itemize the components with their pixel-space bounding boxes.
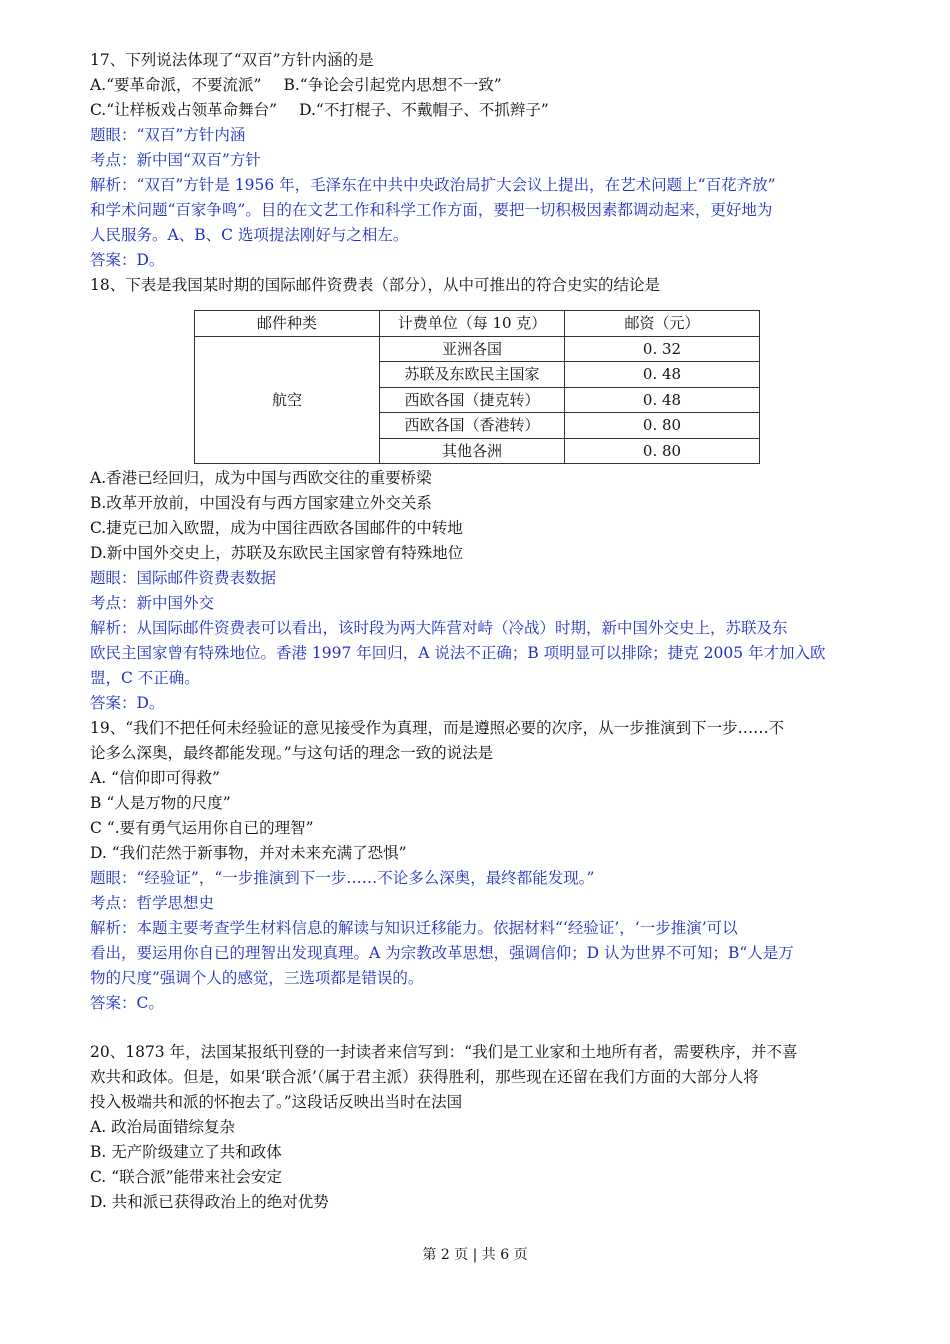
question-20-stem-line-3: 投入极端共和派的怀抱去了。”这段话反映出当时在法国 xyxy=(90,1093,463,1111)
question-17-stem: 17、下列说法体现了“双百”方针内涵的是 xyxy=(90,51,374,69)
question-19-kaodian: 考点：哲学思想史 xyxy=(90,894,215,912)
question-18-answer: 答案：D。 xyxy=(90,694,165,712)
question-19-stem-line-2: 论多么深奥，最终都能发现。”与这句话的理念一致的说法是 xyxy=(90,744,494,762)
question-18-jiexi-line-3: 盟，C 不正确。 xyxy=(90,669,200,687)
question-20-option-b: B. 无产阶级建立了共和政体 xyxy=(90,1143,282,1161)
question-17-options-cd xyxy=(90,98,870,123)
table-region-cell: 西欧各国（捷克转） xyxy=(380,387,565,413)
question-19-timian: 题眼：“经验证”，“一步推演到下一步……不论多么深奥，最终都能发现。” xyxy=(90,869,595,887)
question-18-kaodian: 考点：新中国外交 xyxy=(90,594,215,612)
table-fee-cell: 0. 80 xyxy=(565,438,760,464)
postage-fee-table xyxy=(194,310,760,464)
question-18-option-b: B.改革开放前，中国没有与西方国家建立外交关系 xyxy=(90,494,432,512)
question-19-option-c: C “.要有勇气运用你自已的理智” xyxy=(90,819,314,837)
table-header-cell: 计费单位（每 10 克） xyxy=(380,311,565,337)
question-20-stem-line-2: 欢共和政体。但是，如果‘联合派’（属于君主派）获得胜利，那些现在还留在我们方面的大部分人将 xyxy=(90,1068,759,1086)
question-20-stem-line-1: 20、1873 年，法国某报纸刊登的一封读者来信写到：“我们是工业家和土地所有者，需要秩序，并不喜 xyxy=(90,1043,798,1061)
question-17-option-c: C.“让样板戏占领革命舞台” xyxy=(90,101,278,119)
question-20 xyxy=(90,1040,870,1215)
question-19-jiexi-line-3: 物的尺度”强调个人的感觉，三选项都是错误的。 xyxy=(90,969,424,987)
table-header-cell: 邮资（元） xyxy=(565,311,760,337)
table-fee-cell: 0. 80 xyxy=(565,413,760,439)
question-18-jiexi-line-2: 欧民主国家曾有特殊地位。香港 1997 年回归，A 说法不正确；B 项明显可以排除；捷克 2005 年才加入欧 xyxy=(90,644,826,662)
question-19-answer: 答案：C。 xyxy=(90,994,164,1012)
question-19-option-a: A. “信仰即可得救” xyxy=(90,769,220,787)
question-20-option-c: C. “联合派”能带来社会安定 xyxy=(90,1168,283,1186)
question-17 xyxy=(90,48,870,273)
question-19-jiexi-line-2: 看出，要运用你自已的理智出发现真理。A 为宗教改革思想，强调信仰；D 认为世界不可知；B“人是万 xyxy=(90,944,794,962)
page-footer: 第 2 页 | 共 6 页 xyxy=(422,1247,528,1263)
question-17-jiexi-line-2: 和学术问题“百家争鸣”。目的在文艺工作和科学工作方面，要把一切积极因素都调动起来，更好地为 xyxy=(90,201,773,219)
question-19-option-b: B “人是万物的尺度” xyxy=(90,794,231,812)
table-region-cell: 亚洲各国 xyxy=(380,336,565,362)
table-fee-cell: 0. 48 xyxy=(565,387,760,413)
question-18-option-d: D.新中国外交史上，苏联及东欧民主国家曾有特殊地位 xyxy=(90,544,464,562)
question-19-option-d: D. “我们茫然于新事物，并对未来充满了恐惧” xyxy=(90,844,407,862)
table-region-cell: 其他各洲 xyxy=(380,438,565,464)
table-row xyxy=(195,336,760,362)
table-region-cell: 苏联及东欧民主国家 xyxy=(380,362,565,388)
question-17-option-a: A.“要革命派，不要流派” xyxy=(90,76,262,94)
question-20-option-d: D. 共和派已获得政治上的绝对优势 xyxy=(90,1193,329,1211)
question-19-jiexi-line-1: 解析：本题主要考查学生材料信息的解读与知识迁移能力。依据材料“‘经验证’，‘一步推演’可以 xyxy=(90,919,738,937)
question-17-option-d: D.“不打棍子、不戴帽子、不抓辫子” xyxy=(299,101,549,119)
question-17-jiexi-line-3: 人民服务。A、B、C 选项提法刚好与之相左。 xyxy=(90,226,409,244)
table-fee-cell: 0. 32 xyxy=(565,336,760,362)
table-fee-cell: 0. 48 xyxy=(565,362,760,388)
question-18-option-a: A.香港已经回归，成为中国与西欧交往的重要桥梁 xyxy=(90,469,432,487)
question-17-options-ab xyxy=(90,73,870,98)
question-17-kaodian: 考点：新中国“双百”方针 xyxy=(90,151,261,169)
table-header-row xyxy=(195,311,760,337)
question-18-timian: 题眼：国际邮件资费表数据 xyxy=(90,569,277,587)
question-17-answer: 答案：D。 xyxy=(90,251,165,269)
table-region-cell: 西欧各国（香港转） xyxy=(380,413,565,439)
page-content xyxy=(90,48,870,1215)
question-20-option-a: A. 政治局面错综复杂 xyxy=(90,1118,236,1136)
question-19 xyxy=(90,716,870,1016)
question-18 xyxy=(90,273,870,716)
question-17-jiexi-line-1: 解析：“双百”方针是 1956 年，毛泽东在中共中央政治局扩大会议上提出，在艺术问题上“百花齐放” xyxy=(90,176,776,194)
table-header-cell: 邮件种类 xyxy=(195,311,380,337)
question-18-jiexi-line-1: 解析：从国际邮件资费表可以看出，该时段为两大阵营对峙（冷战）时期，新中国外交史上，苏联及东 xyxy=(90,619,788,637)
question-17-option-b: B.“争论会引起党内思想不一致” xyxy=(283,76,502,94)
section-gap xyxy=(90,1016,870,1040)
question-19-stem-line-1: 19、“我们不把任何未经验证的意见接受作为真理，而是遵照必要的次序，从一步推演到下一步……不 xyxy=(90,719,785,737)
question-18-option-c: C.捷克已加入欧盟，成为中国往西欧各国邮件的中转地 xyxy=(90,519,463,537)
question-18-stem: 18、下表是我国某时期的国际邮件资费表（部分），从中可推出的符合史实的结论是 xyxy=(90,276,660,294)
question-17-timian: 题眼：“双百”方针内涵 xyxy=(90,126,246,144)
table-category-cell: 航空 xyxy=(195,336,380,464)
